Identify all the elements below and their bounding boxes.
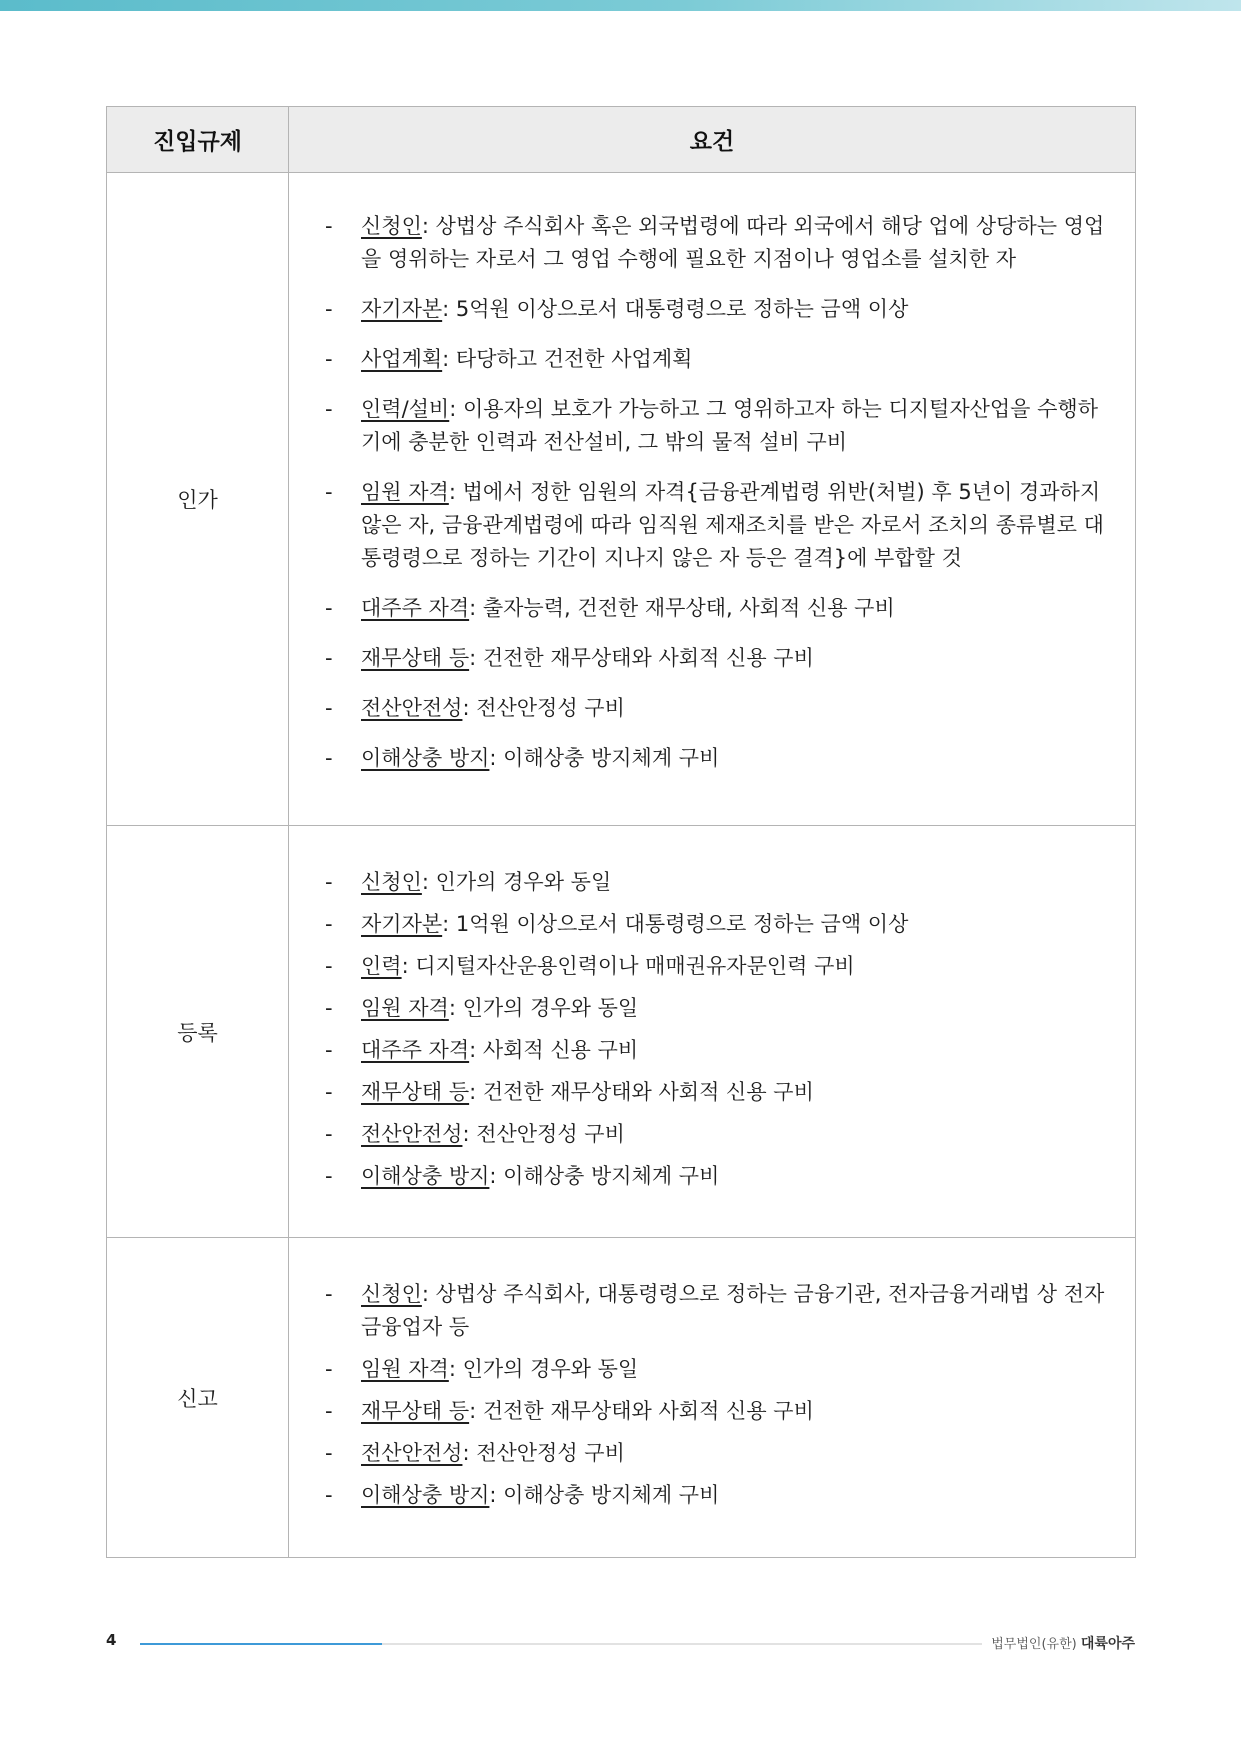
- list-item: - 재무상태 등: 건전한 재무상태와 사회적 신용 구비: [325, 1399, 814, 1423]
- requirement-text: : 건전한 재무상태와 사회적 신용 구비: [469, 1399, 814, 1423]
- requirement-term: 이해상충 방지: [361, 746, 490, 770]
- list-item: - 대주주 자격: 출자능력, 건전한 재무상태, 사회적 신용 구비: [325, 596, 895, 620]
- requirement-text: : 상법상 주식회사, 대통령령으로 정하는 금융기관, 전자금융거래법 상 전자금융업자 등: [361, 1282, 1105, 1339]
- requirement-term: 사업계획: [361, 347, 443, 371]
- list-item: - 자기자본: 1억원 이상으로서 대통령령으로 정하는 금액 이상: [325, 912, 909, 936]
- list-item: - 인력/설비: 이용자의 보호가 가능하고 그 영위하고자 하는 디지털자산업을 수행하기에 충분한 인력과 전산설비, 그 밖의 물적 설비 구비: [325, 397, 1099, 454]
- row-type-label: 신고: [107, 1238, 289, 1558]
- list-item: - 사업계획: 타당하고 건전한 사업계획: [325, 347, 693, 371]
- requirement-term: 임원 자격: [361, 480, 449, 504]
- table-row-report: [107, 1238, 1136, 1558]
- requirement-term: 전산안전성: [361, 696, 463, 720]
- requirement-term: 재무상태 등: [361, 1080, 470, 1104]
- header-requirements: 요건: [289, 107, 1136, 173]
- footer-divider: [140, 1643, 982, 1645]
- list-item: - 임원 자격: 법에서 정한 임원의 자격{금융관계법령 위반(처벌) 후 5년이 경과하지 않은 자, 금융관계법령에 따라 임직원 제재조치를 받은 자로서 조치의 종류별로 대통령령으로 정하는 기간이 지나지 않은 자 등은 결격}에 부합할 것: [325, 480, 1104, 570]
- list-item: - 신청인: 인가의 경우와 동일: [325, 870, 612, 894]
- list-item: - 전산안전성: 전산안정성 구비: [325, 696, 625, 720]
- list-item: - 신청인: 상법상 주식회사 혹은 외국법령에 따라 외국에서 해당 업에 상당하는 영업을 영위하는 자로서 그 영업 수행에 필요한 지점이나 영업소를 설치한 자: [325, 214, 1105, 271]
- requirement-text: : 이해상충 방지체계 구비: [489, 1164, 720, 1188]
- top-accent-bar: [0, 0, 1241, 11]
- list-item: - 신청인: 상법상 주식회사, 대통령령으로 정하는 금융기관, 전자금융거래법 상 전자금융업자 등: [325, 1282, 1105, 1339]
- requirement-term: 대주주 자격: [361, 1038, 470, 1062]
- firm-brand: 대륙아주: [1080, 1636, 1135, 1652]
- requirement-text: : 건전한 재무상태와 사회적 신용 구비: [469, 1080, 814, 1104]
- header-entry-regulation: 진입규제: [107, 107, 289, 173]
- list-item: - 인력: 디지털자산운용인력이나 매매권유자문인력 구비: [325, 954, 855, 978]
- requirement-term: 대주주 자격: [361, 596, 470, 620]
- requirement-term: 임원 자격: [361, 1357, 449, 1381]
- list-item: - 대주주 자격: 사회적 신용 구비: [325, 1038, 639, 1062]
- requirement-text: : 1억원 이상으로서 대통령령으로 정하는 금액 이상: [442, 912, 909, 936]
- row-type-label: 등록: [107, 826, 289, 1238]
- list-item: - 이해상충 방지: 이해상충 방지체계 구비: [325, 746, 720, 770]
- requirement-text: : 전산안정성 구비: [462, 1441, 625, 1465]
- requirements-list: [289, 826, 1135, 1193]
- page-number: 4: [106, 1631, 117, 1649]
- requirement-text: : 인가의 경우와 동일: [448, 1357, 639, 1381]
- list-item: - 이해상충 방지: 이해상충 방지체계 구비: [325, 1483, 720, 1507]
- firm-name: [991, 1633, 1135, 1653]
- requirement-text: : 이용자의 보호가 가능하고 그 영위하고자 하는 디지털자산업을 수행하기에 충분한 인력과 전산설비, 그 밖의 물적 설비 구비: [361, 397, 1099, 454]
- requirement-term: 신청인: [361, 1282, 422, 1306]
- footer-accent-line: [140, 1643, 382, 1645]
- requirement-term: 임원 자격: [361, 996, 449, 1020]
- requirement-text: : 이해상충 방지체계 구비: [489, 1483, 720, 1507]
- requirement-text: : 상법상 주식회사 혹은 외국법령에 따라 외국에서 해당 업에 상당하는 영업을 영위하는 자로서 그 영업 수행에 필요한 지점이나 영업소를 설치한 자: [361, 214, 1105, 271]
- requirement-text: : 전산안정성 구비: [462, 1122, 625, 1146]
- requirement-term: 재무상태 등: [361, 1399, 470, 1423]
- table-header-row: [107, 107, 1136, 173]
- requirement-term: 인력/설비: [361, 397, 450, 421]
- requirements-list: [289, 173, 1135, 775]
- requirement-term: 전산안전성: [361, 1122, 463, 1146]
- requirement-term: 인력: [361, 954, 402, 978]
- list-item: - 임원 자격: 인가의 경우와 동일: [325, 996, 639, 1020]
- requirement-text: : 인가의 경우와 동일: [421, 870, 612, 894]
- table-row-authorization: [107, 173, 1136, 826]
- requirement-term: 자기자본: [361, 912, 443, 936]
- list-item: - 재무상태 등: 건전한 재무상태와 사회적 신용 구비: [325, 1080, 814, 1104]
- requirement-text: : 사회적 신용 구비: [469, 1038, 639, 1062]
- list-item: - 자기자본: 5억원 이상으로서 대통령령으로 정하는 금액 이상: [325, 297, 909, 321]
- row-type-label: 인가: [107, 173, 289, 826]
- firm-prefix: 법무법인(유한): [991, 1637, 1077, 1652]
- entry-regulation-table: [106, 106, 1136, 1558]
- requirement-term: 자기자본: [361, 297, 443, 321]
- list-item: - 재무상태 등: 건전한 재무상태와 사회적 신용 구비: [325, 646, 814, 670]
- requirement-text: : 이해상충 방지체계 구비: [489, 746, 720, 770]
- list-item: - 임원 자격: 인가의 경우와 동일: [325, 1357, 639, 1381]
- requirement-term: 신청인: [361, 870, 422, 894]
- requirement-term: 이해상충 방지: [361, 1483, 490, 1507]
- list-item: - 이해상충 방지: 이해상충 방지체계 구비: [325, 1164, 720, 1188]
- requirement-term: 이해상충 방지: [361, 1164, 490, 1188]
- requirement-term: 재무상태 등: [361, 646, 470, 670]
- requirement-term: 전산안전성: [361, 1441, 463, 1465]
- requirement-text: : 디지털자산운용인력이나 매매권유자문인력 구비: [401, 954, 855, 978]
- requirements-list: [289, 1238, 1135, 1512]
- requirement-term: 신청인: [361, 214, 422, 238]
- table-row-registration: [107, 826, 1136, 1238]
- list-item: - 전산안전성: 전산안정성 구비: [325, 1441, 625, 1465]
- list-item: - 전산안전성: 전산안정성 구비: [325, 1122, 625, 1146]
- requirement-text: : 5억원 이상으로서 대통령령으로 정하는 금액 이상: [442, 297, 909, 321]
- requirement-text: : 출자능력, 건전한 재무상태, 사회적 신용 구비: [469, 596, 895, 620]
- requirement-text: : 건전한 재무상태와 사회적 신용 구비: [469, 646, 814, 670]
- requirement-text: : 법에서 정한 임원의 자격{금융관계법령 위반(처벌) 후 5년이 경과하지 않은 자, 금융관계법령에 따라 임직원 제재조치를 받은 자로서 조치의 종류별로 대통령령으로 정하는 기간이 지나지 않은 자 등은 결격}에 부합할 것: [361, 480, 1104, 570]
- requirement-text: : 타당하고 건전한 사업계획: [442, 347, 693, 371]
- requirement-text: : 전산안정성 구비: [462, 696, 625, 720]
- requirement-text: : 인가의 경우와 동일: [448, 996, 639, 1020]
